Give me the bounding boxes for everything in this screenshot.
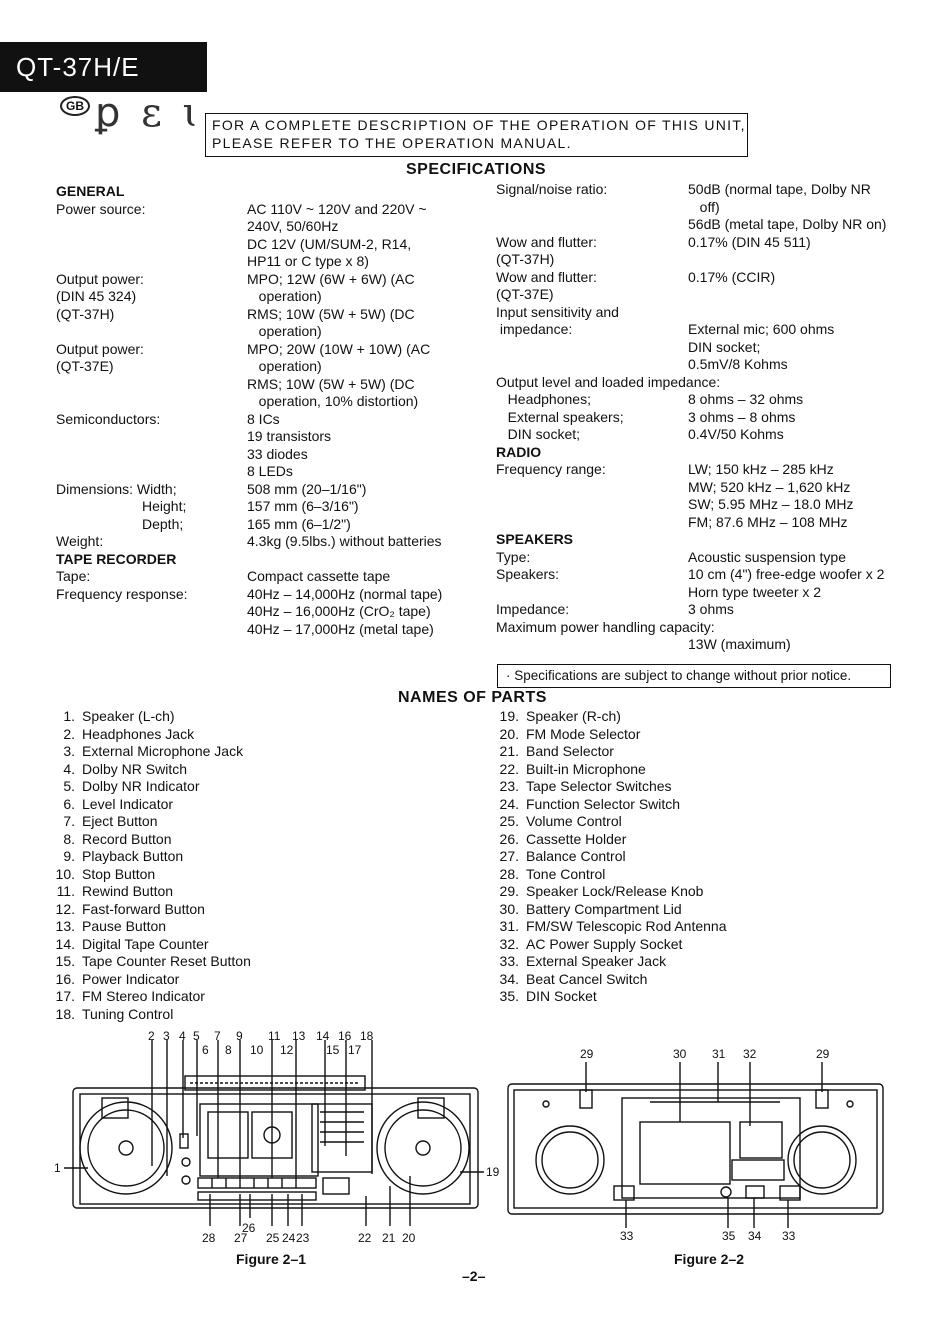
left-spec-value: 165 mm (6–1/2") — [247, 515, 351, 532]
callout-label: 20 — [402, 1231, 416, 1245]
part-number: 30. — [499, 900, 519, 917]
part-number: 12. — [55, 900, 75, 917]
callout-label: 3 — [163, 1029, 170, 1043]
callout-label: 4 — [179, 1029, 186, 1043]
left-spec-label: Semiconductors: — [56, 410, 161, 427]
part-item — [491, 866, 727, 884]
right-spec-label: Impedance: — [496, 601, 570, 617]
callout-label: 30 — [673, 1047, 687, 1061]
callout-label: 25 — [266, 1231, 280, 1245]
right-spec-label: Headphones; — [496, 391, 591, 407]
right-spec-label: (QT-37H) — [496, 251, 555, 267]
part-item — [47, 988, 251, 1006]
part-number: 23. — [499, 778, 519, 794]
left-spec-value: Compact cassette tape — [247, 568, 391, 584]
part-name: Balance Control — [526, 848, 626, 864]
right-spec-label: Wow and flutter: — [496, 233, 597, 250]
left-spec-value: MPO; 12W (6W + 6W) (AC — [247, 270, 415, 287]
part-name: FM Mode Selector — [526, 725, 641, 742]
callout-label: 21 — [382, 1231, 396, 1245]
notice-line-2: PLEASE REFER TO THE OPERATION MANUAL. — [212, 135, 572, 151]
left-spec-label: (QT-37H) — [56, 305, 115, 322]
callout-label: 10 — [250, 1043, 264, 1057]
callout-label: 11 — [268, 1029, 281, 1043]
part-name: Fast-forward Button — [82, 900, 205, 917]
part-number: 27. — [499, 848, 519, 864]
part-item — [491, 778, 727, 796]
right-spec-value: 0.17% (DIN 45 511) — [688, 233, 811, 250]
part-item — [491, 796, 727, 814]
callout-label: 29 — [816, 1047, 830, 1061]
left-spec-label: Height; — [142, 498, 187, 514]
left-spec-value: AC 110V ~ 120V and 220V ~ — [247, 200, 427, 217]
part-number: 28. — [499, 865, 519, 882]
rear-view-diagram — [500, 1042, 900, 1247]
figure-front-view — [40, 1026, 510, 1267]
part-number: 32. — [499, 935, 519, 952]
part-name: Dolby NR Indicator — [82, 778, 200, 794]
part-item — [47, 953, 251, 971]
right-spec-label: (QT-37E) — [496, 286, 554, 302]
callout-label: 26 — [242, 1221, 256, 1235]
left-spec-value: 19 transistors — [247, 428, 332, 444]
callout-label: 9 — [236, 1029, 243, 1043]
part-number: 14. — [55, 935, 75, 952]
left-spec-value: 40Hz – 16,000Hz (CrO₂ tape) — [247, 603, 431, 619]
callout-label: 19 — [486, 1165, 500, 1179]
part-name: Tape Selector Switches — [526, 778, 672, 794]
part-item — [47, 813, 251, 831]
part-item — [491, 953, 727, 971]
part-item — [47, 848, 251, 866]
part-item — [491, 831, 727, 849]
part-item — [47, 901, 251, 919]
right-spec-label: impedance: — [496, 321, 573, 337]
part-number: 7. — [63, 813, 75, 829]
right-spec-value: DIN socket; — [688, 338, 761, 355]
part-name: Speaker Lock/Release Knob — [526, 883, 704, 899]
callout-label: 7 — [214, 1029, 221, 1043]
callout-label: 1 — [54, 1161, 61, 1175]
part-number: 16. — [55, 970, 75, 987]
left-spec-label: Tape: — [56, 568, 91, 584]
part-number: 31. — [499, 918, 519, 934]
right-spec-label: Maximum power handling capacity: — [496, 618, 715, 635]
left-spec-value: 508 mm (20–1/16") — [247, 480, 367, 497]
callout-label: 8 — [225, 1043, 232, 1057]
right-spec-value: MW; 520 kHz – 1,620 kHz — [688, 478, 851, 495]
callout-label: 15 — [326, 1043, 340, 1057]
part-name: Battery Compartment Lid — [526, 900, 682, 917]
callout-label: 24 — [282, 1231, 296, 1245]
left-spec-label: (QT-37E) — [56, 358, 114, 374]
part-item — [47, 831, 251, 849]
callout-label: 17 — [348, 1043, 362, 1057]
part-name: Eject Button — [82, 813, 158, 829]
right-spec-value: SW; 5.95 MHz – 18.0 MHz — [688, 496, 854, 512]
part-name: FM/SW Telescopic Rod Antenna — [526, 918, 727, 934]
left-spec-label: Output power: — [56, 340, 144, 357]
part-item — [491, 726, 727, 744]
right-spec-value: 56dB (metal tape, Dolby NR on) — [688, 216, 887, 232]
left-spec-value: 157 mm (6–3/16") — [247, 498, 359, 514]
callout-label: 31 — [712, 1047, 726, 1061]
part-item — [491, 883, 727, 901]
left-spec-label: (DIN 45 324) — [56, 288, 137, 304]
left-spec-label: Weight: — [56, 533, 104, 549]
left-spec-value: operation) — [247, 323, 322, 339]
part-item — [47, 726, 251, 744]
right-spec-value: FM; 87.6 MHz – 108 MHz — [688, 513, 848, 530]
part-name: Dolby NR Switch — [82, 760, 188, 777]
part-name: Pause Button — [82, 918, 167, 934]
part-item — [491, 918, 727, 936]
right-spec-label: SPEAKERS — [496, 531, 574, 547]
right-spec-label: External speakers; — [496, 408, 624, 425]
left-spec-value: 33 diodes — [247, 445, 308, 462]
part-name: Record Button — [82, 830, 172, 847]
part-number: 15. — [55, 953, 75, 969]
part-item — [47, 883, 251, 901]
callout-label: 35 — [722, 1229, 736, 1243]
callout-label: 29 — [580, 1047, 594, 1061]
part-number: 4. — [63, 760, 75, 777]
left-spec-value: MPO; 20W (10W + 10W) (AC — [247, 340, 431, 357]
specifications-title: SPECIFICATIONS — [406, 161, 547, 178]
part-number: 26. — [499, 830, 519, 847]
left-spec-value: HP11 or C type x 8) — [247, 253, 369, 269]
part-item — [491, 936, 727, 954]
part-number: 11. — [56, 883, 75, 899]
right-spec-label: Input sensitivity and — [496, 303, 619, 320]
right-spec-value: 3 ohms – 8 ohms — [688, 408, 796, 425]
right-spec-label: Wow and flutter: — [496, 268, 597, 285]
part-number: 20. — [499, 725, 519, 742]
figure-2-1-caption: Figure 2–1 — [236, 1251, 307, 1267]
part-item — [47, 761, 251, 779]
left-spec-value: operation, 10% distortion) — [247, 393, 419, 409]
part-item — [491, 901, 727, 919]
callout-label: 14 — [316, 1029, 330, 1043]
part-number: 3. — [63, 743, 75, 759]
right-spec-label: Signal/noise ratio: — [496, 181, 608, 197]
part-name: Digital Tape Counter — [82, 935, 209, 952]
notice-line-1: FOR A COMPLETE DESCRIPTION OF THE OPERATION OF THIS UNIT, — [212, 117, 746, 133]
right-spec-label: Output level and loaded impedance: — [496, 373, 721, 390]
part-item — [47, 1006, 251, 1024]
part-name: Function Selector Switch — [526, 795, 681, 812]
operation-manual-notice — [205, 113, 748, 157]
callout-label: 2 — [148, 1029, 155, 1043]
part-name: Stop Button — [82, 865, 156, 882]
part-name: Tuning Control — [82, 1005, 174, 1022]
part-number: 5. — [63, 778, 75, 794]
part-number: 25. — [499, 813, 519, 829]
part-number: 34. — [499, 970, 519, 987]
callout-label: 13 — [292, 1029, 306, 1043]
part-name: Level Indicator — [82, 795, 174, 812]
left-spec-value: RMS; 10W (5W + 5W) (DC — [247, 305, 415, 322]
right-spec-label: Frequency range: — [496, 461, 606, 477]
part-name: Power Indicator — [82, 970, 180, 987]
part-item — [491, 848, 727, 866]
callout-label: 5 — [193, 1029, 200, 1043]
part-item — [47, 708, 251, 726]
right-spec-value: 0.4V/50 Kohms — [688, 426, 784, 442]
part-name: Band Selector — [526, 743, 614, 759]
part-name: Built-in Microphone — [526, 760, 646, 777]
gb-region-logo: GB — [60, 96, 90, 116]
left-spec-value: 240V, 50/60Hz — [247, 218, 339, 234]
parts-list-right — [491, 708, 727, 1006]
part-number: 1. — [63, 708, 75, 724]
left-spec-value: 8 ICs — [247, 410, 280, 427]
left-spec-label: Frequency response: — [56, 585, 188, 602]
part-item — [47, 866, 251, 884]
right-spec-label: Speakers: — [496, 566, 560, 582]
right-spec-value: LW; 150 kHz – 285 kHz — [688, 461, 834, 477]
part-name: Speaker (L-ch) — [82, 708, 175, 724]
left-spec-value: 8 LEDs — [247, 463, 293, 479]
part-item — [47, 918, 251, 936]
spec-change-notice: · Specifications are subject to change without prior notice. — [497, 664, 891, 688]
part-number: 21. — [499, 743, 519, 759]
part-item — [47, 778, 251, 796]
part-number: 18. — [55, 1005, 75, 1022]
callout-label: 32 — [743, 1047, 757, 1061]
part-item — [47, 796, 251, 814]
left-spec-label: GENERAL — [56, 183, 125, 199]
part-number: 35. — [499, 988, 519, 1004]
left-spec-label: Output power: — [56, 270, 144, 287]
figure-2-2-caption: Figure 2–2 — [674, 1251, 745, 1267]
part-number: 17. — [55, 988, 75, 1004]
part-name: Headphones Jack — [82, 725, 195, 742]
part-name: External Speaker Jack — [526, 953, 667, 969]
part-name: FM Stereo Indicator — [82, 988, 205, 1004]
right-spec-value: 8 ohms – 32 ohms — [688, 391, 804, 407]
model-label: QT-37H/E — [0, 42, 207, 92]
part-item — [47, 743, 251, 761]
right-spec-value: 3 ohms — [688, 601, 734, 617]
part-number: 10. — [55, 865, 75, 882]
right-spec-value: 0.5mV/8 Kohms — [688, 356, 788, 372]
left-spec-value: operation) — [247, 358, 322, 374]
page-number: –2– — [462, 1268, 486, 1284]
part-name: DIN Socket — [526, 988, 597, 1004]
part-item — [491, 761, 727, 779]
left-spec-value: 40Hz – 14,000Hz (normal tape) — [247, 585, 443, 602]
left-spec-value: DC 12V (UM/SUM-2, R14, — [247, 235, 412, 252]
part-name: Playback Button — [82, 848, 184, 864]
part-number: 13. — [55, 918, 75, 934]
part-name: Tape Counter Reset Button — [82, 953, 251, 969]
part-number: 2. — [63, 725, 75, 742]
part-number: 6. — [63, 795, 75, 812]
part-name: External Microphone Jack — [82, 743, 244, 759]
callout-label: 12 — [280, 1043, 294, 1057]
right-spec-value: Horn type tweeter x 2 — [688, 583, 822, 600]
part-number: 22. — [499, 760, 519, 777]
left-spec-label: Dimensions: Width; — [56, 480, 177, 497]
callout-label: 6 — [202, 1043, 209, 1057]
part-name: AC Power Supply Socket — [526, 935, 683, 952]
left-spec-value: RMS; 10W (5W + 5W) (DC — [247, 375, 415, 392]
part-name: Cassette Holder — [526, 830, 627, 847]
part-item — [491, 708, 727, 726]
callout-label: 33 — [782, 1229, 796, 1243]
left-spec-label: Power source: — [56, 200, 146, 217]
part-number: 29. — [499, 883, 519, 899]
part-number: 8. — [63, 830, 75, 847]
names-of-parts-title: NAMES OF PARTS — [398, 689, 547, 706]
part-name: Speaker (R-ch) — [526, 708, 621, 724]
right-spec-label: RADIO — [496, 443, 542, 460]
part-number: 9. — [63, 848, 75, 864]
callout-label: 27 — [234, 1231, 248, 1245]
right-spec-value: 10 cm (4") free-edge woofer x 2 — [688, 566, 885, 582]
right-spec-value: 13W (maximum) — [688, 636, 791, 652]
right-spec-value: Acoustic suspension type — [688, 548, 846, 565]
left-spec-value: 40Hz – 17,000Hz (metal tape) — [247, 620, 434, 637]
left-spec-label: TAPE RECORDER — [56, 550, 177, 567]
part-item — [491, 971, 727, 989]
callout-label: 22 — [358, 1231, 372, 1245]
right-spec-label: Type: — [496, 548, 531, 565]
part-item — [491, 988, 727, 1006]
left-spec-label: Depth; — [142, 515, 184, 532]
callout-label: 28 — [202, 1231, 216, 1245]
callout-label: 18 — [360, 1029, 374, 1043]
callout-label: 23 — [296, 1231, 310, 1245]
right-spec-label: DIN socket; — [496, 426, 581, 442]
right-spec-value: External mic; 600 ohms — [688, 321, 835, 337]
callout-label: 16 — [338, 1029, 352, 1043]
part-number: 24. — [499, 795, 519, 812]
part-name: Volume Control — [526, 813, 622, 829]
right-spec-value: off) — [688, 198, 720, 215]
callout-label: 33 — [620, 1229, 634, 1243]
handwritten-mark: ꝑ ɛ ɩ — [95, 90, 203, 136]
left-spec-value: 4.3kg (9.5lbs.) without batteries — [247, 533, 442, 549]
part-name: Beat Cancel Switch — [526, 970, 648, 987]
part-item — [491, 743, 727, 761]
right-spec-value: 50dB (normal tape, Dolby NR — [688, 181, 871, 197]
part-item — [47, 971, 251, 989]
parts-list-left — [47, 708, 251, 1023]
right-spec-value: 0.17% (CCIR) — [688, 268, 776, 285]
left-spec-value: operation) — [247, 288, 322, 304]
part-number: 19. — [499, 708, 519, 724]
front-view-diagram — [40, 1026, 510, 1251]
figure-rear-view — [500, 1042, 900, 1267]
part-item — [491, 813, 727, 831]
part-item — [47, 936, 251, 954]
part-name: Tone Control — [526, 865, 606, 882]
part-number: 33. — [499, 953, 519, 969]
callout-label: 34 — [748, 1229, 762, 1243]
part-name: Rewind Button — [82, 883, 174, 899]
